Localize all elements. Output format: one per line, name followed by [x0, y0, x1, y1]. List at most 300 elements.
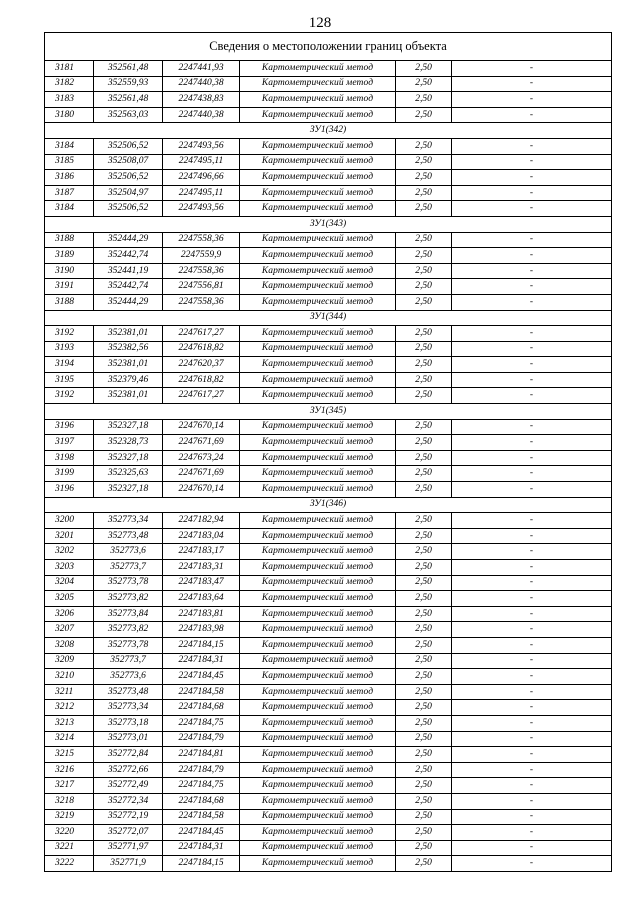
table-row [45, 747, 612, 763]
y-coordinate-cell: 2247556,81 [163, 279, 240, 295]
y-coordinate-cell: 2247184,45 [163, 669, 240, 685]
description-cell: - [452, 731, 612, 747]
method-cell: Картометрический метод [240, 248, 396, 264]
x-coordinate-cell: 352563,03 [94, 107, 163, 123]
x-coordinate-cell: 352559,93 [94, 76, 163, 92]
table-row [45, 450, 612, 466]
point-number-cell: 3213 [45, 715, 94, 731]
y-coordinate-cell: 2247617,27 [163, 326, 240, 342]
point-number-cell: 3219 [45, 809, 94, 825]
method-cell: Картометрический метод [240, 482, 396, 498]
y-coordinate-cell: 2247184,15 [163, 856, 240, 872]
point-number-cell: 3207 [45, 622, 94, 638]
method-cell: Картометрический метод [240, 201, 396, 217]
group-label: ЗУ1(342) [45, 123, 612, 139]
y-coordinate-cell: 2247620,37 [163, 357, 240, 373]
point-number-cell: 3206 [45, 606, 94, 622]
accuracy-cell: 2,50 [396, 61, 452, 77]
accuracy-cell: 2,50 [396, 419, 452, 435]
y-coordinate-cell: 2247441,93 [163, 61, 240, 77]
description-cell: - [452, 825, 612, 841]
method-cell: Картометрический метод [240, 170, 396, 186]
table-row [45, 170, 612, 186]
description-cell: - [452, 388, 612, 404]
description-cell: - [452, 466, 612, 482]
point-number-cell: 3182 [45, 76, 94, 92]
accuracy-cell: 2,50 [396, 731, 452, 747]
method-cell: Картометрический метод [240, 778, 396, 794]
y-coordinate-cell: 2247184,79 [163, 731, 240, 747]
point-number-cell: 3205 [45, 591, 94, 607]
group-label: ЗУ1(346) [45, 497, 612, 513]
point-number-cell: 3202 [45, 544, 94, 560]
y-coordinate-cell: 2247184,75 [163, 778, 240, 794]
x-coordinate-cell: 352773,01 [94, 731, 163, 747]
table-row [45, 388, 612, 404]
table-row [45, 92, 612, 108]
method-cell: Картометрический метод [240, 138, 396, 154]
accuracy-cell: 2,50 [396, 170, 452, 186]
description-cell: - [452, 419, 612, 435]
table-row [45, 185, 612, 201]
table-row [45, 669, 612, 685]
accuracy-cell: 2,50 [396, 840, 452, 856]
description-cell: - [452, 326, 612, 342]
y-coordinate-cell: 2247617,27 [163, 388, 240, 404]
accuracy-cell: 2,50 [396, 560, 452, 576]
y-coordinate-cell: 2247618,82 [163, 372, 240, 388]
description-cell: - [452, 528, 612, 544]
point-number-cell: 3201 [45, 528, 94, 544]
method-cell: Картометрический метод [240, 61, 396, 77]
point-number-cell: 3215 [45, 747, 94, 763]
table-row [45, 357, 612, 373]
point-number-cell: 3183 [45, 92, 94, 108]
y-coordinate-cell: 2247184,15 [163, 637, 240, 653]
accuracy-cell: 2,50 [396, 466, 452, 482]
table-row [45, 622, 612, 638]
table-row [45, 61, 612, 77]
point-number-cell: 3184 [45, 201, 94, 217]
method-cell: Картометрический метод [240, 326, 396, 342]
accuracy-cell: 2,50 [396, 513, 452, 529]
point-number-cell: 3203 [45, 560, 94, 576]
y-coordinate-cell: 2247493,56 [163, 138, 240, 154]
description-cell: - [452, 700, 612, 716]
method-cell: Картометрический метод [240, 450, 396, 466]
table-row [45, 840, 612, 856]
point-number-cell: 3191 [45, 279, 94, 295]
x-coordinate-cell: 352506,52 [94, 138, 163, 154]
point-number-cell: 3194 [45, 357, 94, 373]
accuracy-cell: 2,50 [396, 809, 452, 825]
method-cell: Картометрический метод [240, 419, 396, 435]
x-coordinate-cell: 352444,29 [94, 294, 163, 310]
x-coordinate-cell: 352772,07 [94, 825, 163, 841]
description-cell: - [452, 544, 612, 560]
y-coordinate-cell: 2247184,31 [163, 840, 240, 856]
point-number-cell: 3209 [45, 653, 94, 669]
y-coordinate-cell: 2247671,69 [163, 466, 240, 482]
y-coordinate-cell: 2247183,98 [163, 622, 240, 638]
table-row [45, 856, 612, 872]
x-coordinate-cell: 352444,29 [94, 232, 163, 248]
y-coordinate-cell: 2247184,58 [163, 809, 240, 825]
method-cell: Картометрический метод [240, 528, 396, 544]
table-row [45, 341, 612, 357]
description-cell: - [452, 622, 612, 638]
description-cell: - [452, 840, 612, 856]
y-coordinate-cell: 2247558,36 [163, 232, 240, 248]
x-coordinate-cell: 352772,66 [94, 762, 163, 778]
point-number-cell: 3211 [45, 684, 94, 700]
accuracy-cell: 2,50 [396, 856, 452, 872]
accuracy-cell: 2,50 [396, 248, 452, 264]
point-number-cell: 3187 [45, 185, 94, 201]
method-cell: Картометрический метод [240, 731, 396, 747]
table-row [45, 76, 612, 92]
method-cell: Картометрический метод [240, 715, 396, 731]
y-coordinate-cell: 2247670,14 [163, 482, 240, 498]
description-cell: - [452, 61, 612, 77]
table-row [45, 107, 612, 123]
point-number-cell: 3188 [45, 232, 94, 248]
y-coordinate-cell: 2247184,75 [163, 715, 240, 731]
accuracy-cell: 2,50 [396, 357, 452, 373]
description-cell: - [452, 637, 612, 653]
table-row [45, 684, 612, 700]
accuracy-cell: 2,50 [396, 700, 452, 716]
method-cell: Картометрический метод [240, 856, 396, 872]
accuracy-cell: 2,50 [396, 107, 452, 123]
group-header-row [45, 404, 612, 420]
accuracy-cell: 2,50 [396, 825, 452, 841]
x-coordinate-cell: 352381,01 [94, 388, 163, 404]
x-coordinate-cell: 352773,34 [94, 513, 163, 529]
accuracy-cell: 2,50 [396, 762, 452, 778]
table-row [45, 575, 612, 591]
description-cell: - [452, 591, 612, 607]
description-cell: - [452, 575, 612, 591]
method-cell: Картометрический метод [240, 793, 396, 809]
accuracy-cell: 2,50 [396, 435, 452, 451]
method-cell: Картометрический метод [240, 669, 396, 685]
group-header-row [45, 123, 612, 139]
point-number-cell: 3221 [45, 840, 94, 856]
x-coordinate-cell: 352328,73 [94, 435, 163, 451]
y-coordinate-cell: 2247184,58 [163, 684, 240, 700]
group-label: ЗУ1(343) [45, 216, 612, 232]
x-coordinate-cell: 352442,74 [94, 279, 163, 295]
boundary-table [44, 32, 612, 872]
point-number-cell: 3200 [45, 513, 94, 529]
point-number-cell: 3190 [45, 263, 94, 279]
point-number-cell: 3199 [45, 466, 94, 482]
x-coordinate-cell: 352506,52 [94, 170, 163, 186]
y-coordinate-cell: 2247183,64 [163, 591, 240, 607]
method-cell: Картометрический метод [240, 107, 396, 123]
method-cell: Картометрический метод [240, 825, 396, 841]
method-cell: Картометрический метод [240, 154, 396, 170]
x-coordinate-cell: 352442,74 [94, 248, 163, 264]
accuracy-cell: 2,50 [396, 684, 452, 700]
x-coordinate-cell: 352771,9 [94, 856, 163, 872]
accuracy-cell: 2,50 [396, 232, 452, 248]
accuracy-cell: 2,50 [396, 294, 452, 310]
point-number-cell: 3189 [45, 248, 94, 264]
x-coordinate-cell: 352382,56 [94, 341, 163, 357]
x-coordinate-cell: 352441,19 [94, 263, 163, 279]
table-row [45, 248, 612, 264]
point-number-cell: 3196 [45, 482, 94, 498]
method-cell: Картометрический метод [240, 357, 396, 373]
x-coordinate-cell: 352327,18 [94, 482, 163, 498]
method-cell: Картометрический метод [240, 341, 396, 357]
table-title: Сведения о местоположении границ объекта [45, 33, 612, 61]
description-cell: - [452, 715, 612, 731]
description-cell: - [452, 138, 612, 154]
point-number-cell: 3185 [45, 154, 94, 170]
point-number-cell: 3195 [45, 372, 94, 388]
y-coordinate-cell: 2247670,14 [163, 419, 240, 435]
y-coordinate-cell: 2247558,36 [163, 294, 240, 310]
group-header-row [45, 497, 612, 513]
x-coordinate-cell: 352773,6 [94, 669, 163, 685]
method-cell: Картометрический метод [240, 747, 396, 763]
accuracy-cell: 2,50 [396, 482, 452, 498]
method-cell: Картометрический метод [240, 92, 396, 108]
description-cell: - [452, 357, 612, 373]
description-cell: - [452, 279, 612, 295]
point-number-cell: 3218 [45, 793, 94, 809]
description-cell: - [452, 341, 612, 357]
y-coordinate-cell: 2247184,68 [163, 793, 240, 809]
description-cell: - [452, 154, 612, 170]
y-coordinate-cell: 2247182,94 [163, 513, 240, 529]
group-header-row [45, 310, 612, 326]
x-coordinate-cell: 352772,84 [94, 747, 163, 763]
x-coordinate-cell: 352772,49 [94, 778, 163, 794]
method-cell: Картометрический метод [240, 591, 396, 607]
accuracy-cell: 2,50 [396, 341, 452, 357]
method-cell: Картометрический метод [240, 388, 396, 404]
y-coordinate-cell: 2247183,04 [163, 528, 240, 544]
method-cell: Картометрический метод [240, 544, 396, 560]
x-coordinate-cell: 352773,82 [94, 591, 163, 607]
point-number-cell: 3216 [45, 762, 94, 778]
x-coordinate-cell: 352561,48 [94, 92, 163, 108]
x-coordinate-cell: 352327,18 [94, 419, 163, 435]
description-cell: - [452, 92, 612, 108]
x-coordinate-cell: 352773,7 [94, 560, 163, 576]
y-coordinate-cell: 2247559,9 [163, 248, 240, 264]
accuracy-cell: 2,50 [396, 622, 452, 638]
table-row [45, 232, 612, 248]
x-coordinate-cell: 352773,18 [94, 715, 163, 731]
accuracy-cell: 2,50 [396, 747, 452, 763]
point-number-cell: 3192 [45, 326, 94, 342]
method-cell: Картометрический метод [240, 840, 396, 856]
table-row [45, 793, 612, 809]
table-row [45, 201, 612, 217]
x-coordinate-cell: 352773,48 [94, 684, 163, 700]
description-cell: - [452, 606, 612, 622]
method-cell: Картометрический метод [240, 435, 396, 451]
point-number-cell: 3212 [45, 700, 94, 716]
point-number-cell: 3193 [45, 341, 94, 357]
table-row [45, 138, 612, 154]
description-cell: - [452, 653, 612, 669]
accuracy-cell: 2,50 [396, 154, 452, 170]
table-row [45, 279, 612, 295]
x-coordinate-cell: 352773,7 [94, 653, 163, 669]
method-cell: Картометрический метод [240, 76, 396, 92]
table-row [45, 653, 612, 669]
table-row [45, 326, 612, 342]
accuracy-cell: 2,50 [396, 372, 452, 388]
accuracy-cell: 2,50 [396, 544, 452, 560]
y-coordinate-cell: 2247493,56 [163, 201, 240, 217]
method-cell: Картометрический метод [240, 263, 396, 279]
table-row [45, 154, 612, 170]
description-cell: - [452, 684, 612, 700]
x-coordinate-cell: 352506,52 [94, 201, 163, 217]
y-coordinate-cell: 2247671,69 [163, 435, 240, 451]
table-row [45, 591, 612, 607]
method-cell: Картометрический метод [240, 513, 396, 529]
point-number-cell: 3180 [45, 107, 94, 123]
x-coordinate-cell: 352773,82 [94, 622, 163, 638]
x-coordinate-cell: 352771,97 [94, 840, 163, 856]
accuracy-cell: 2,50 [396, 263, 452, 279]
accuracy-cell: 2,50 [396, 606, 452, 622]
y-coordinate-cell: 2247558,36 [163, 263, 240, 279]
description-cell: - [452, 747, 612, 763]
table-row [45, 435, 612, 451]
description-cell: - [452, 669, 612, 685]
description-cell: - [452, 107, 612, 123]
x-coordinate-cell: 352773,84 [94, 606, 163, 622]
x-coordinate-cell: 352773,6 [94, 544, 163, 560]
description-cell: - [452, 232, 612, 248]
x-coordinate-cell: 352327,18 [94, 450, 163, 466]
description-cell: - [452, 294, 612, 310]
accuracy-cell: 2,50 [396, 778, 452, 794]
table-row [45, 544, 612, 560]
y-coordinate-cell: 2247184,81 [163, 747, 240, 763]
description-cell: - [452, 778, 612, 794]
method-cell: Картометрический метод [240, 762, 396, 778]
y-coordinate-cell: 2247183,31 [163, 560, 240, 576]
description-cell: - [452, 263, 612, 279]
method-cell: Картометрический метод [240, 279, 396, 295]
page-number: 128 [308, 15, 332, 31]
table-row [45, 715, 612, 731]
y-coordinate-cell: 2247184,45 [163, 825, 240, 841]
description-cell: - [452, 762, 612, 778]
point-number-cell: 3210 [45, 669, 94, 685]
table-row [45, 528, 612, 544]
point-number-cell: 3208 [45, 637, 94, 653]
point-number-cell: 3197 [45, 435, 94, 451]
description-cell: - [452, 372, 612, 388]
description-cell: - [452, 248, 612, 264]
table-row [45, 294, 612, 310]
point-number-cell: 3181 [45, 61, 94, 77]
x-coordinate-cell: 352379,46 [94, 372, 163, 388]
y-coordinate-cell: 2247184,31 [163, 653, 240, 669]
accuracy-cell: 2,50 [396, 388, 452, 404]
method-cell: Картометрический метод [240, 372, 396, 388]
y-coordinate-cell: 2247495,11 [163, 154, 240, 170]
accuracy-cell: 2,50 [396, 185, 452, 201]
y-coordinate-cell: 2247440,38 [163, 107, 240, 123]
x-coordinate-cell: 352504,97 [94, 185, 163, 201]
description-cell: - [452, 76, 612, 92]
method-cell: Картометрический метод [240, 809, 396, 825]
y-coordinate-cell: 2247438,83 [163, 92, 240, 108]
table-row [45, 372, 612, 388]
description-cell: - [452, 482, 612, 498]
table-row [45, 731, 612, 747]
description-cell: - [452, 450, 612, 466]
group-label: ЗУ1(345) [45, 404, 612, 420]
group-header-row [45, 216, 612, 232]
accuracy-cell: 2,50 [396, 669, 452, 685]
x-coordinate-cell: 352508,07 [94, 154, 163, 170]
point-number-cell: 3217 [45, 778, 94, 794]
x-coordinate-cell: 352325,63 [94, 466, 163, 482]
point-number-cell: 3198 [45, 450, 94, 466]
description-cell: - [452, 201, 612, 217]
accuracy-cell: 2,50 [396, 201, 452, 217]
y-coordinate-cell: 2247184,68 [163, 700, 240, 716]
accuracy-cell: 2,50 [396, 637, 452, 653]
accuracy-cell: 2,50 [396, 591, 452, 607]
accuracy-cell: 2,50 [396, 575, 452, 591]
y-coordinate-cell: 2247496,66 [163, 170, 240, 186]
y-coordinate-cell: 2247183,17 [163, 544, 240, 560]
point-number-cell: 3192 [45, 388, 94, 404]
x-coordinate-cell: 352773,78 [94, 637, 163, 653]
table-row [45, 560, 612, 576]
point-number-cell: 3214 [45, 731, 94, 747]
method-cell: Картометрический метод [240, 294, 396, 310]
method-cell: Картометрический метод [240, 560, 396, 576]
group-label: ЗУ1(344) [45, 310, 612, 326]
description-cell: - [452, 170, 612, 186]
description-cell: - [452, 793, 612, 809]
table-row [45, 637, 612, 653]
accuracy-cell: 2,50 [396, 76, 452, 92]
y-coordinate-cell: 2247183,81 [163, 606, 240, 622]
table-row [45, 778, 612, 794]
method-cell: Картометрический метод [240, 637, 396, 653]
method-cell: Картометрический метод [240, 622, 396, 638]
method-cell: Картометрический метод [240, 606, 396, 622]
x-coordinate-cell: 352381,01 [94, 326, 163, 342]
accuracy-cell: 2,50 [396, 793, 452, 809]
y-coordinate-cell: 2247495,11 [163, 185, 240, 201]
y-coordinate-cell: 2247618,82 [163, 341, 240, 357]
method-cell: Картометрический метод [240, 466, 396, 482]
x-coordinate-cell: 352772,19 [94, 809, 163, 825]
x-coordinate-cell: 352773,48 [94, 528, 163, 544]
table-row [45, 700, 612, 716]
accuracy-cell: 2,50 [396, 528, 452, 544]
table-row [45, 263, 612, 279]
accuracy-cell: 2,50 [396, 326, 452, 342]
